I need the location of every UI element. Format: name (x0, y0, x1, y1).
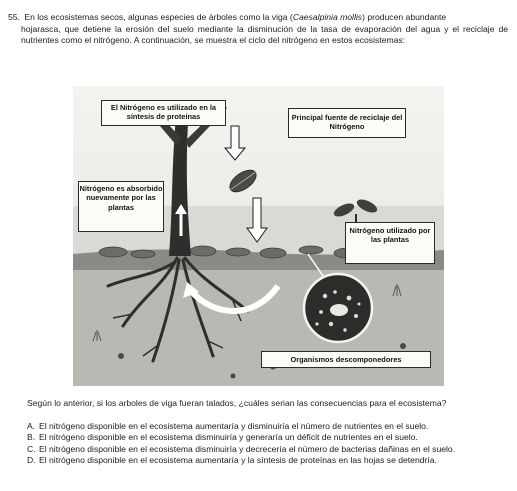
species-name: Caesalpinia mollis (292, 12, 363, 22)
intro-text-start: En los ecosistemas secos, algunas especies de árboles como la viga ( (24, 12, 293, 22)
option-d[interactable] (27, 455, 501, 466)
question-number: 55. (8, 12, 20, 22)
nitrogen-cycle-diagram (73, 86, 444, 386)
option-text: El nitrógeno disponible en el ecosistema aumentaría y disminuiría el número de nutrientes en el suelo. (39, 421, 429, 431)
answer-options (27, 421, 501, 467)
option-text: El nitrógeno disponible en el ecosistema aumentaría y la síntesis de proteínas en las hojas se detendría. (39, 455, 437, 466)
option-text: El nitrógeno disponible en el ecosistema disminuiría y generaría un déficit de nutrientes en el suelo. (39, 432, 418, 443)
option-letter: A. (27, 421, 36, 431)
option-text: El nitrógeno disponible en el ecosistema disminuiría y decrecería el número de bacterias dañinas en el suelo. (39, 443, 456, 454)
label-protein-synthesis: El Nitrógeno es utilizado en la síntesis de proteínas (101, 100, 226, 126)
intro-text-after-italic: ) producen abundante (362, 12, 447, 22)
intro-text-rest: hojarasca, que detiene la erosión del suelo mediante la disminución de la tasa de evaporación del agua y el reciclaje de nutrientes como el nitrógeno. A continuación, se muestra el ciclo del nitrógeno en estos ecosistemas: (21, 23, 508, 46)
option-letter: B. (27, 432, 36, 443)
option-b[interactable] (27, 432, 501, 443)
option-a[interactable] (27, 421, 501, 432)
option-letter: D. (27, 455, 36, 466)
label-main-recycling-source: Principal fuente de reciclaje del Nitrógeno (288, 108, 406, 138)
label-nitrogen-used-by-plants: Nitrógeno utilizado por las plantas (345, 222, 435, 264)
question-intro (8, 12, 508, 47)
label-nitrogen-reabsorbed: Nitrógeno es absorbido nuevamente por las plantas (78, 181, 164, 232)
label-decomposers: Organismos descomponedores (261, 351, 431, 368)
option-letter: C. (27, 443, 36, 454)
question-prompt: Según lo anterior, si los arboles de viga fueran talados, ¿cuáles serian las consecuencias para el ecosistema? (27, 398, 447, 408)
option-c[interactable] (27, 444, 501, 455)
